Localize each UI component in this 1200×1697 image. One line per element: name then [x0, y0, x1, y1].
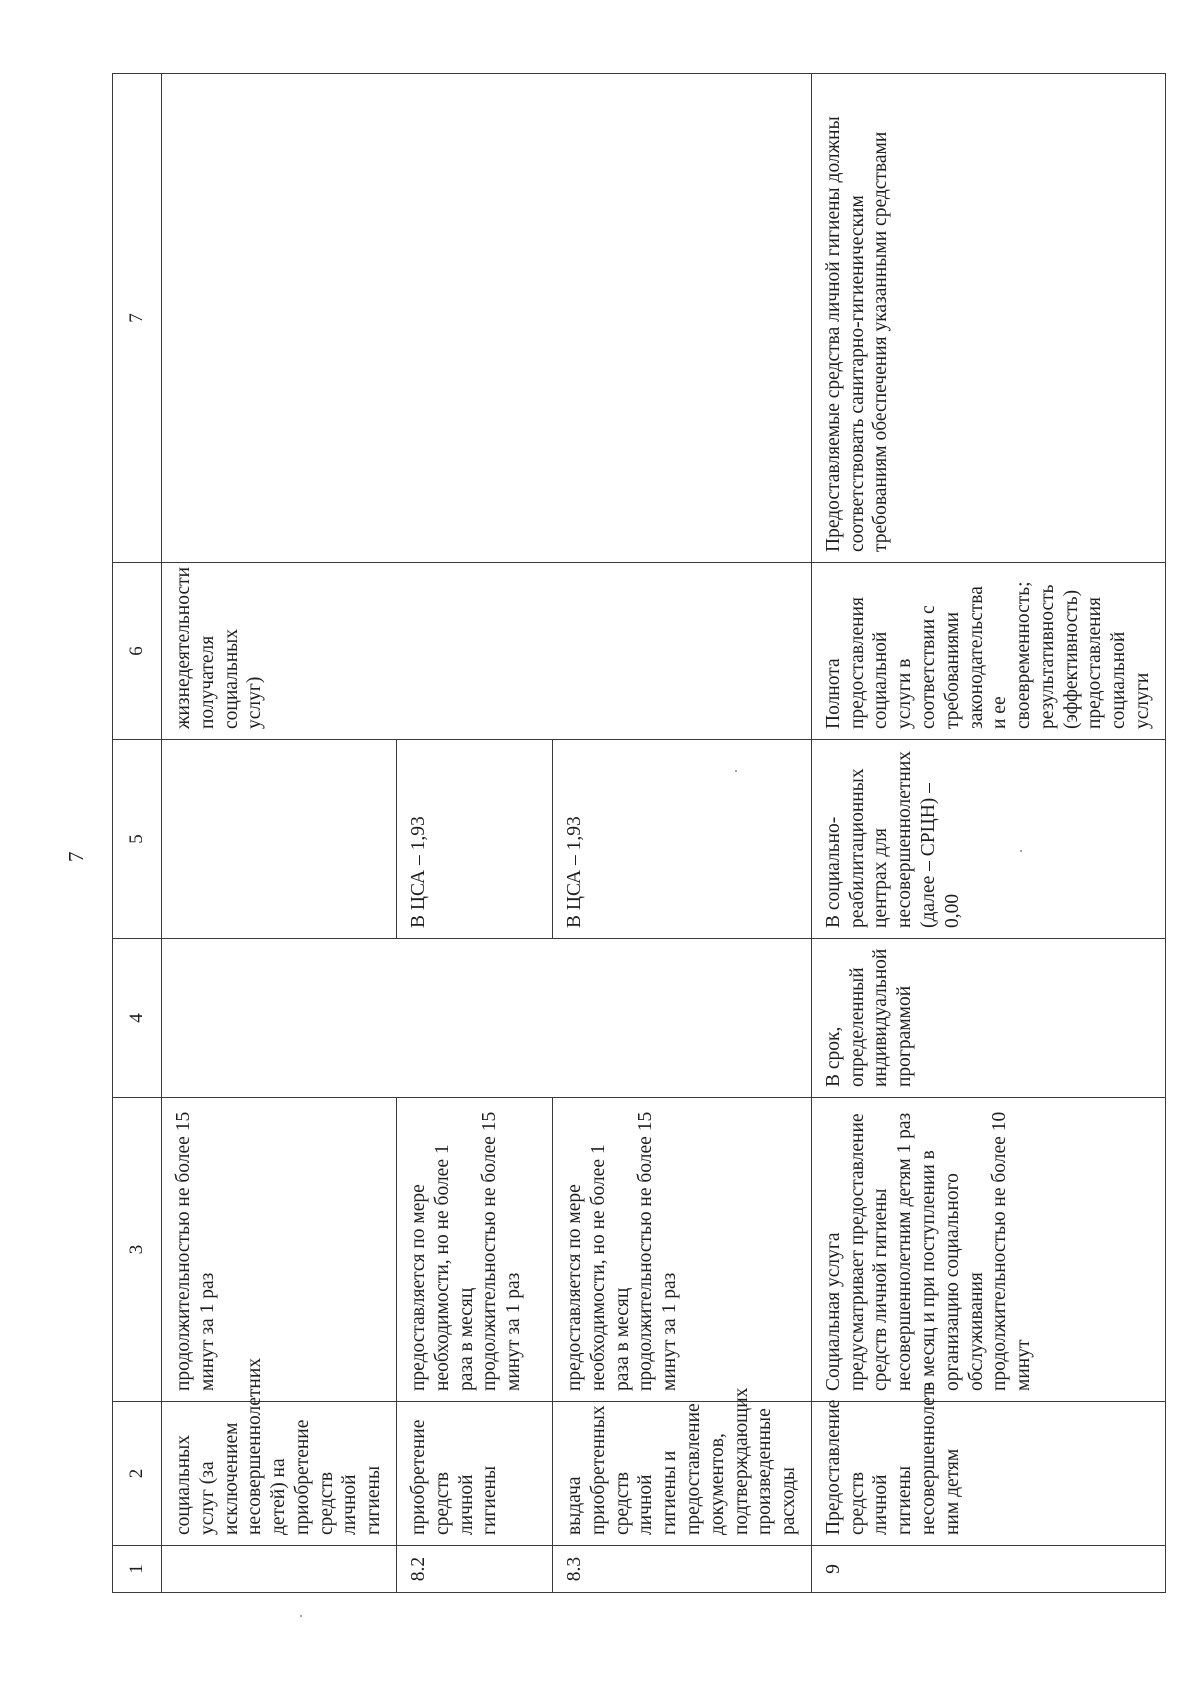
description-cell: предоставляется по мере необходимости, но не более 1 раза в месяц продолжительностью не более 15 минут за 1 раз	[397, 1098, 553, 1402]
scan-speck	[300, 1615, 302, 1617]
conditions-cell	[162, 74, 812, 563]
row-number: 8.3	[553, 1546, 812, 1593]
tariff-cell: В ЦСА – 1,93	[553, 740, 812, 939]
quality-indicators-cell: Полнота предоставления социальной услуги в соответствии с требованиями законодательства и ее своевременность; результативность (эффективность) предоставления социальной услуги	[811, 563, 1165, 740]
tariff-cell: В социально-реабилитационных центрах для несовершеннолетних (далее – СРЦН) – 0,00	[811, 740, 1165, 939]
service-name-cell: Предоставление средств личной гигиены несовершеннолет-ним детям	[811, 1402, 1165, 1546]
term-cell: В срок, определенный индивидуальной программой	[811, 939, 1165, 1098]
header-row	[113, 74, 162, 1593]
quality-indicators-cell: жизнедеятельности получателя социальных услуг)	[162, 563, 812, 740]
header-col-2: 2	[113, 1402, 162, 1546]
description-cell: продолжительностью не более 15 минут за 1 раз	[162, 1098, 397, 1402]
services-table	[112, 73, 1166, 1593]
row-number: 8.2	[397, 1546, 553, 1593]
tariff-cell: В ЦСА – 1,93	[397, 740, 553, 939]
service-name-cell: социальных услуг (за исключением несовершеннолетних детей) на приобретение средств личной гигиены	[162, 1402, 397, 1546]
table-row	[811, 74, 1165, 1593]
service-name-cell: приобретение средств личной гигиены	[397, 1402, 553, 1546]
description-cell: Социальная услуга предусматривает предоставление средств личной гигиены несовершеннолетним детям 1 раз в месяц и при поступлении в организацию социального обслуживания продолжительностью не более 10 минут	[811, 1098, 1165, 1402]
header-col-7: 7	[113, 74, 162, 563]
page-number: 7	[64, 851, 88, 862]
header-col-3: 3	[113, 1098, 162, 1402]
rotated-table-wrapper	[112, 73, 1153, 1593]
table-row	[162, 74, 397, 1593]
header-col-4: 4	[113, 939, 162, 1098]
header-col-6: 6	[113, 563, 162, 740]
scan-speck	[1020, 850, 1022, 852]
scan-speck	[735, 770, 737, 772]
description-cell: предоставляется по мере необходимости, но не более 1 раза в месяц продолжительностью не более 15 минут за 1 раз	[553, 1098, 812, 1402]
row-number	[162, 1546, 397, 1593]
header-col-5: 5	[113, 740, 162, 939]
header-col-1: 1	[113, 1546, 162, 1593]
conditions-cell: Предоставляемые средства личной гигиены должны соответствовать санитарно-гигиеническим требованиям обеспечения указанными средствами	[811, 74, 1165, 563]
term-cell	[162, 939, 812, 1098]
tariff-cell	[162, 740, 397, 939]
service-name-cell: выдача приобретенных средств личной гигиены и предоставление документов, подтверждающих произведенные расходы	[553, 1402, 812, 1546]
row-number: 9	[811, 1546, 1165, 1593]
